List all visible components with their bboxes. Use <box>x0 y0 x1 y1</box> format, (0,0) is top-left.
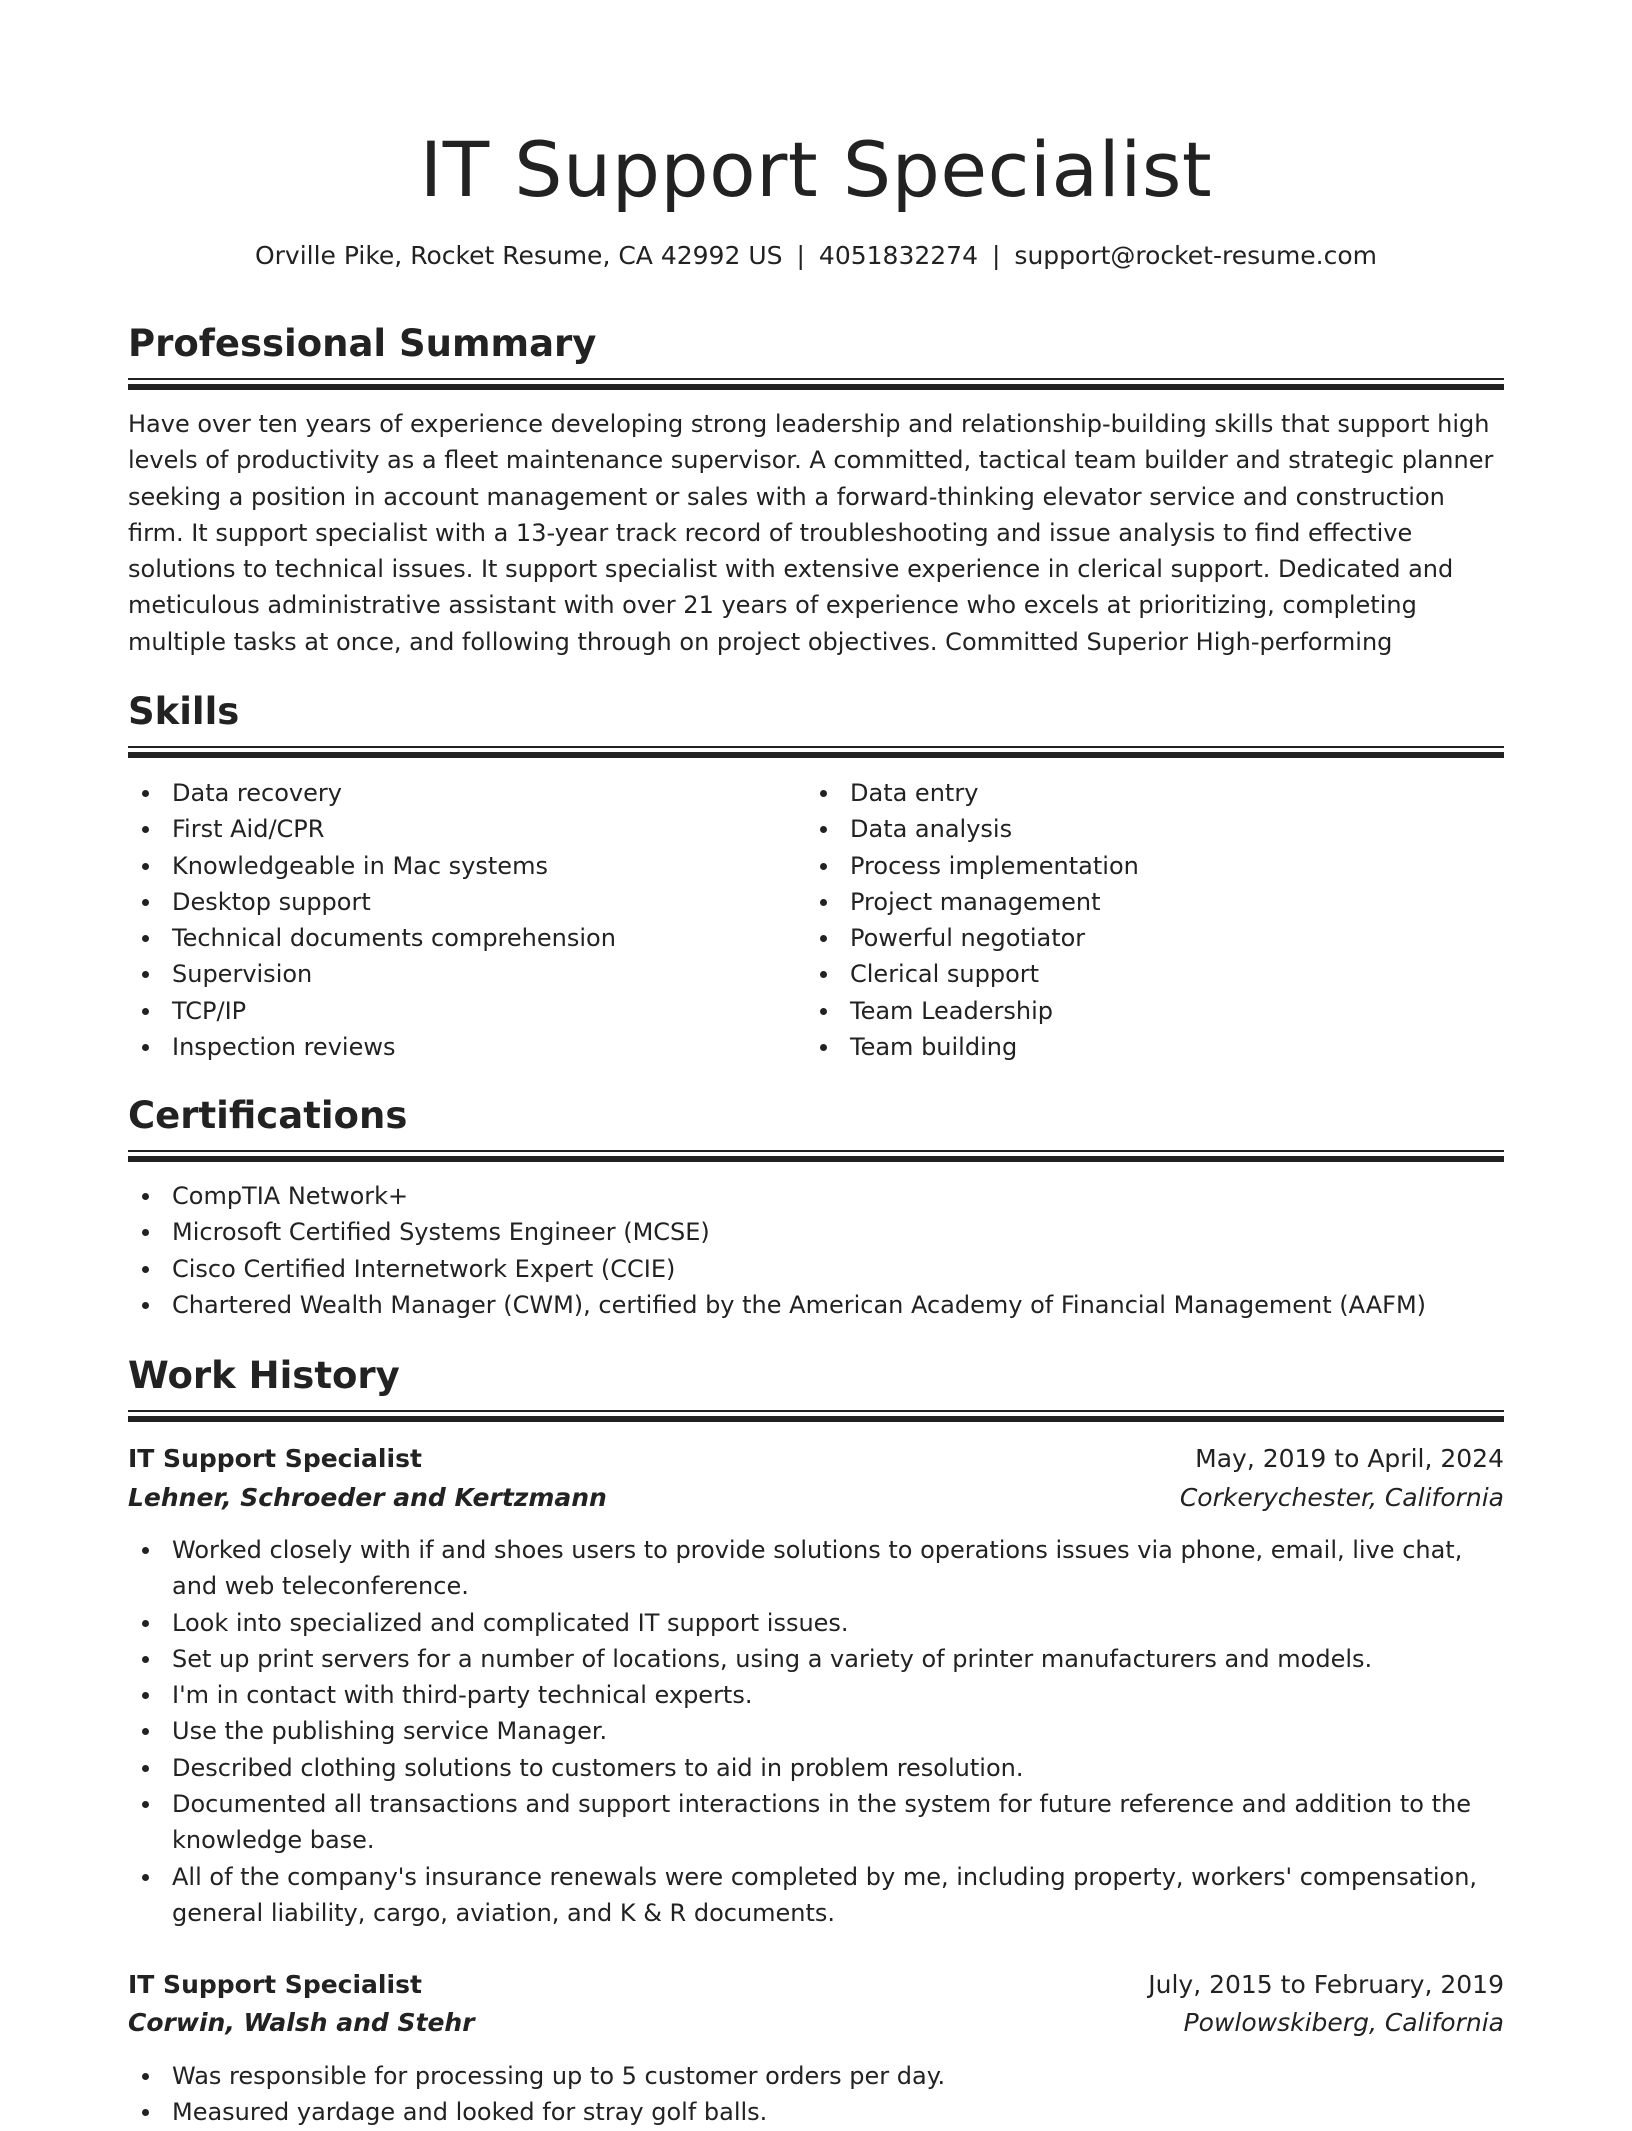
resume-title: IT Support Specialist <box>419 125 1213 214</box>
skill-item: Team Leadership <box>806 993 1466 1029</box>
skill-item: Data recovery <box>128 775 788 811</box>
job-bullet: I'm in contact with third-party technical experts. <box>128 1677 1504 1713</box>
skill-item: Supervision <box>128 956 788 992</box>
contact-address: Orville Pike, Rocket Resume, CA 42992 US <box>254 241 783 270</box>
job-company: Corwin, Walsh and Stehr <box>128 2008 475 2037</box>
skill-item: Project management <box>806 884 1466 920</box>
skills-list-right <box>806 775 1466 1065</box>
section-divider <box>128 378 1504 391</box>
job-bullets <box>128 2058 1504 2131</box>
certifications-list <box>128 1178 1504 1323</box>
skill-item: Data analysis <box>806 811 1466 847</box>
contact-line <box>128 236 1504 276</box>
skill-item: Team building <box>806 1029 1466 1065</box>
skills-list-left <box>128 775 788 1065</box>
skill-item: Inspection reviews <box>128 1029 788 1065</box>
certifications-heading: Certifications <box>128 1094 408 1137</box>
contact-email[interactable]: support@rocket-resume.com <box>1014 241 1378 270</box>
job-dates: May, 2019 to April, 2024 <box>1195 1444 1504 1473</box>
job-bullet: Set up print servers for a number of locations, using a variety of printer manufacturers and models. <box>128 1641 1504 1677</box>
job-company: Lehner, Schroeder and Kertzmann <box>128 1483 607 1512</box>
skills-heading: Skills <box>128 690 240 733</box>
section-divider <box>128 1150 1504 1163</box>
skill-item: Powerful negotiator <box>806 920 1466 956</box>
job-location: Corkerychester, California <box>1179 1483 1504 1512</box>
summary-heading: Professional Summary <box>128 322 597 365</box>
job-location: Powlowskiberg, California <box>1183 2008 1504 2037</box>
job-bullet: Described clothing solutions to customers to aid in problem resolution. <box>128 1750 1504 1786</box>
skill-item: TCP/IP <box>128 993 788 1029</box>
job-dates: July, 2015 to February, 2019 <box>1148 1970 1504 1999</box>
work-history-heading: Work History <box>128 1354 400 1397</box>
skill-item: Data entry <box>806 775 1466 811</box>
certification-item: Chartered Wealth Manager (CWM), certified by the American Academy of Financial Management (AAFM) <box>128 1287 1504 1323</box>
summary-text: Have over ten years of experience developing strong leadership and relationship-building skills that support high levels of productivity as a fleet maintenance supervisor. A committed, tactical team builder and strategic planner seeking a position in account management or sales with a forward-thinking elevator service and construction firm. It support specialist with a 13-year track record of troubleshooting and issue analysis to find effective solutions to technical issues. It support specialist with extensive experience in clerical support. Dedicated and meticulous administrative assistant with over 21 years of experience who excels at prioritizing, completing multiple tasks at once, and following through on project objectives. Committed Superior High-performing <box>128 410 1494 656</box>
skill-item: Knowledgeable in Mac systems <box>128 848 788 884</box>
certification-item: Cisco Certified Internetwork Expert (CCIE) <box>128 1251 1504 1287</box>
job-bullet: Look into specialized and complicated IT support issues. <box>128 1605 1504 1641</box>
job-bullet: Documented all transactions and support interactions in the system for future reference and addition to the knowledge base. <box>128 1786 1504 1859</box>
skill-item: Desktop support <box>128 884 788 920</box>
job-title: IT Support Specialist <box>128 1444 422 1473</box>
job-title: IT Support Specialist <box>128 1970 422 1999</box>
contact-separator: | <box>796 241 805 270</box>
skill-item: First Aid/CPR <box>128 811 788 847</box>
contact-separator: | <box>991 241 1001 270</box>
certification-item: CompTIA Network+ <box>128 1178 1504 1214</box>
skill-item: Process implementation <box>806 848 1466 884</box>
section-divider <box>128 746 1504 759</box>
job-bullet: All of the company's insurance renewals were completed by me, including property, workers' compensation, general liability, cargo, aviation, and K & R documents. <box>128 1859 1504 1932</box>
job-bullet: Measured yardage and looked for stray golf balls. <box>128 2094 1504 2130</box>
contact-phone: 4051832274 <box>818 241 978 270</box>
skill-item: Technical documents comprehension <box>128 920 788 956</box>
certification-item: Microsoft Certified Systems Engineer (MCSE) <box>128 1214 1504 1250</box>
skill-item: Clerical support <box>806 956 1466 992</box>
job-bullet: Was responsible for processing up to 5 customer orders per day. <box>128 2058 1504 2094</box>
section-divider <box>128 1410 1504 1423</box>
job-bullet: Use the publishing service Manager. <box>128 1713 1504 1749</box>
job-bullet: Worked closely with if and shoes users to provide solutions to operations issues via phone, email, live chat, and web teleconference. <box>128 1532 1504 1605</box>
job-bullets <box>128 1532 1504 1931</box>
